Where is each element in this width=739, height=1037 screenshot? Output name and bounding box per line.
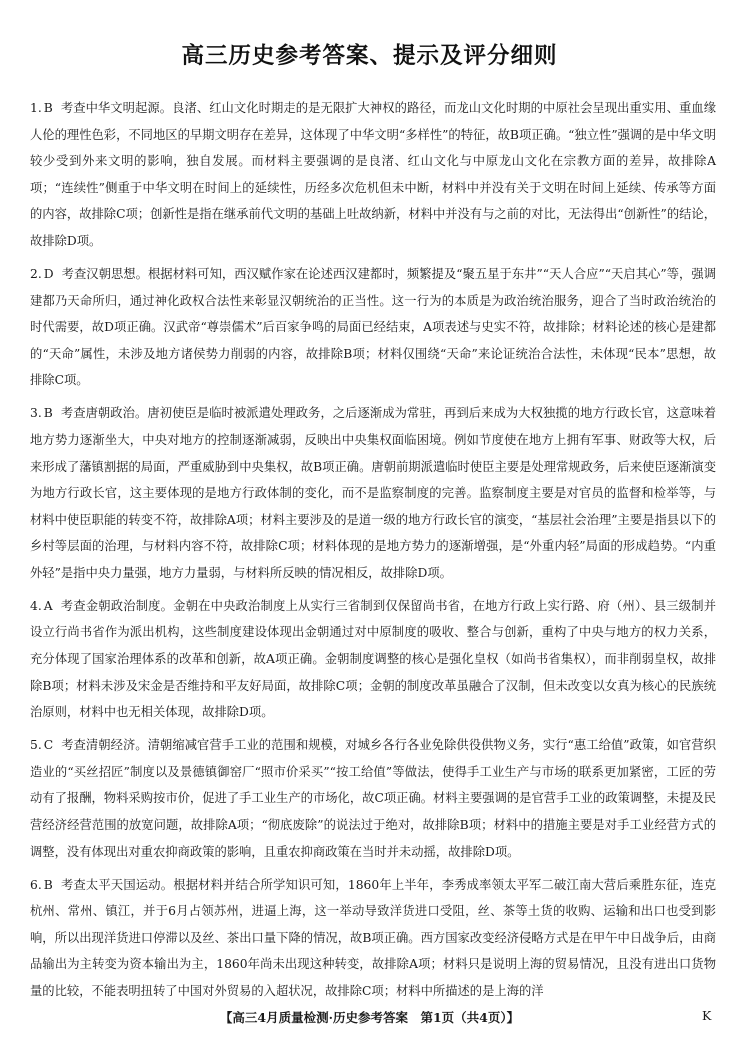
page-footer: 【高三4月质量检测·历史参考答案 第1页（共4页）】 <box>219 1010 520 1025</box>
answer-item-6 <box>30 872 716 1005</box>
answer-list <box>30 95 716 1011</box>
document-title: 高三历史参考答案、提示及评分细则 <box>181 43 558 69</box>
answer-number: 5. <box>30 738 42 753</box>
answer-key: C <box>43 738 54 753</box>
answer-key: A <box>43 598 53 613</box>
answer-number: 3. <box>30 406 42 421</box>
answer-number: 1. <box>30 101 42 115</box>
answer-key: D <box>43 266 54 281</box>
answer-explanation: 考查金朝政治制度。金朝在中央政治制度上从实行三省制到仅保留尚书省，在地方行政上实行路、府（州）、县三级制并设立行尚书省作为派出机构，这些制度建设体现出金朝通过对中原制度的吸收、整合与创新，重构了中央与地方的权力关系，充分体现了国家治理体系的改革和创新，故A项正确。金朝制度调整的核心是强化皇权（如尚书省集权），而非削弱皇权，故排除B项；材料未涉及宋金是否维持和平友好局面，故排除C项；金朝的制度改革虽融合了汉制，但未改变以女真为核心的民族统治原则，材料中也无相关体现，故排除D项。 <box>30 598 716 720</box>
answer-number: 2. <box>30 266 42 281</box>
answer-item-5 <box>30 732 716 865</box>
answer-key: B <box>43 406 53 421</box>
version-code: K <box>702 1008 712 1023</box>
answer-explanation: 考查中华文明起源。良渚、红山文化时期走的是无限扩大神权的路径，而龙山文化时期的中原社会呈现出重实用、重血缘人伦的理性色彩，不同地区的早期文明存在差异，这体现了中华文明“多样性”的特征，故B项正确。“独立性”强调的是中华文明较少受到外来文明的影响，独自发展。而材料主要强调的是良渚、红山文化与中原龙山文化在宗教方面的差异，故排除A项；“连续性”侧重于中华文明在时间上的延续性，历经多次危机但未中断，材料中并没有关于文明在时间上延续、传承等方面的内容，故排除C项；创新性是指在继承前代文明的基础上吐故纳新，材料中并没有与之前的对比，无法得出“创新性”的结论，故排除D项。 <box>30 101 717 248</box>
answer-key: B <box>43 101 53 115</box>
answer-explanation: 考查太平天国运动。根据材料并结合所学知识可知，1860年上半年，李秀成率领太平军二破江南大营后乘胜东征，连克杭州、常州、镇江，并于6月占领苏州，进逼上海，这一举动导致洋货进口受阻，丝、茶等土货的收购、运输和出口也受到影响，所以出现洋货进口停滞以及丝、茶出口量下降的情况，故B项正确。西方国家改变经济侵略方式是在甲午中日战争后，由商品输出为主转变为资本输出为主，1860年尚未出现这种转变，故排除A项；材料只是说明上海的贸易情况，且没有进出口货物量的比较，不能表明扭转了中国对外贸易的入超状况，故排除C项；材料中所描述的是上海的洋 <box>30 877 716 998</box>
answer-item-2 <box>30 261 716 394</box>
answer-item-3 <box>30 400 716 586</box>
answer-item-4 <box>30 593 716 726</box>
answer-explanation: 考查汉朝思想。根据材料可知，西汉赋作家在论述西汉建都时，频繁提及“聚五星于东井”“天人合应”“天启其心”等，强调建都乃天命所归，通过神化政权合法性来彰显汉朝统治的正当性。这一行为的本质是为政治统治服务，迎合了当时政治统治的时代需要，故D项正确。汉武帝“尊崇儒术”后百家争鸣的局面已经结束，A项表述与史实不符，故排除；材料论述的核心是建都的“天命”属性，未涉及地方诸侯势力削弱的内容，故排除B项；材料仅围绕“天命”来论证统治合法性，未体现“民本”思想，故排除C项。 <box>30 266 716 388</box>
answer-number: 4. <box>30 598 42 613</box>
answer-item-1 <box>30 95 716 255</box>
answer-number: 6. <box>30 877 42 892</box>
answer-explanation: 考查清朝经济。清朝缩减官营手工业的范围和规模，对城乡各行各业免除供役供物义务，实行“惠工给值”政策，如官营织造业的“买丝招匠”制度以及景德镇御窑厂“照市价采买”“按工给值”等做法，使得手工业生产与市场的联系更加紧密，工匠的劳动有了报酬，物料采购按市价，促进了手工业生产的市场化，故C项正确。材料主要强调的是官营手工业的政策调整，未提及民营经济经营范围的放宽问题，故排除A项；“彻底废除”的说法过于绝对，故排除B项；材料中的措施主要是对手工业经营方式的调整，没有体现出对重农抑商政策的影响，且重农抑商政策在当时并未动摇，故排除D项。 <box>30 738 716 859</box>
answer-key: B <box>43 877 53 892</box>
answer-explanation: 考查唐朝政治。唐初使臣是临时被派遣处理政务，之后逐渐成为常驻，再到后来成为大权独揽的地方行政长官，这意味着地方势力逐渐坐大，中央对地方的控制逐渐减弱，反映出中央集权面临困境。例如节度使在地方上拥有军事、财政等大权，后来形成了藩镇割据的局面，严重威胁到中央集权，故B项正确。唐朝前期派遣临时使臣主要是处理常规政务，后来使臣逐渐演变为地方行政长官，这主要体现的是地方行政体制的变化，而不是监察制度的完善。监察制度主要是对官员的监督和检举等，与材料中使臣职能的转变不符，故排除A项；材料主要涉及的是道一级的地方行政长官的演变，“基层社会治理”主要是指县以下的乡村等层面的治理，与材料内容不符，故排除C项；材料体现的是地方势力的逐渐增强，是“外重内轻”局面的形成趋势。“内重外轻”是指中央力量强，地方力量弱，与材料所反映的情况相反，故排除D项。 <box>30 406 716 580</box>
